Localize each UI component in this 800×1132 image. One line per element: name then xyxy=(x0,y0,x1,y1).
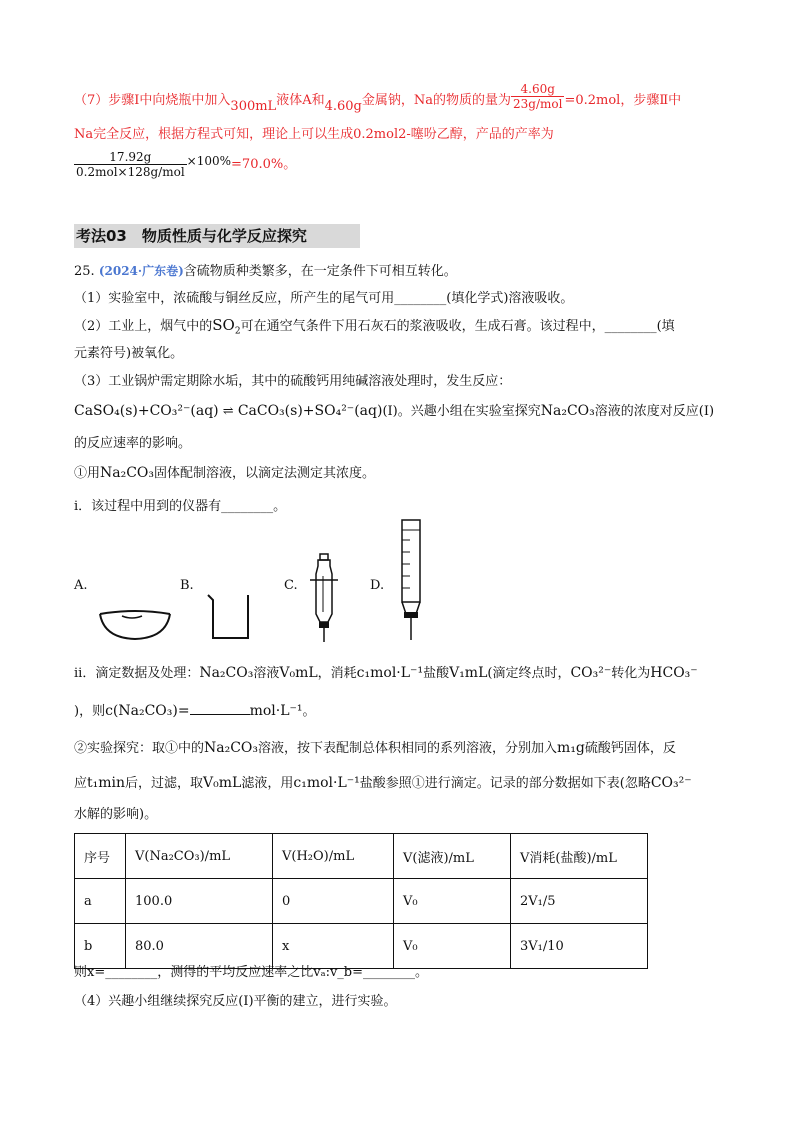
na2co3-formula: Na₂CO₃ xyxy=(199,665,254,681)
step-1 xyxy=(74,462,375,481)
na2co3-formula: Na₂CO₃ xyxy=(100,465,155,481)
ii-text: 盐酸 xyxy=(423,666,450,681)
answer-text: 金属钠，Na的物质的量为 xyxy=(361,93,512,108)
equilibrium-arrow: ⇌ xyxy=(222,404,234,419)
table-header-cell: 序号 xyxy=(75,834,126,879)
mass-value: 4.60g xyxy=(324,99,362,114)
part-2: （2）工业上，烟气中的$SO_2$可在通空气条件下用石灰石的浆液吸收，生成石膏。该过程中，________(填 xyxy=(74,316,675,337)
part-2-text: 可在通空气条件下用石灰石的浆液吸收，生成石膏。该过程中，________(填 xyxy=(240,319,675,334)
v0-value: V₀mL xyxy=(279,665,318,681)
ii-text: ii．滴定数据及处理： xyxy=(74,666,200,681)
table-header-cell: V(Na₂CO₃)/mL xyxy=(126,834,273,879)
sub-question-ii-cont xyxy=(74,700,316,719)
table-header-row xyxy=(75,834,648,879)
separatory-funnel-icon xyxy=(306,552,342,646)
step-2-line-2 xyxy=(74,772,692,791)
ii-text: 溶液 xyxy=(253,666,280,681)
part-2-text: （2）工业上，烟气中的 xyxy=(74,319,213,334)
step-2-text: 硫酸钙固体，反 xyxy=(584,741,676,756)
ii-text: (滴定终点时， xyxy=(487,666,571,681)
question-source: (2024·广东卷) xyxy=(98,264,184,278)
c1-value: c₁mol·L⁻¹ xyxy=(356,665,424,681)
ii-text: ，消耗 xyxy=(317,666,357,681)
table-cell: V₀ xyxy=(394,879,511,924)
sub-question-ii xyxy=(74,662,698,681)
equation-note: 溶液的浓度对反应(I) xyxy=(594,404,715,419)
answer-line-2: Na完全反应，根据方程式可知，理论上可以生成0.2mol2-噻吩乙醇，产品的产率为 xyxy=(74,127,554,142)
concentration-expr: c(Na₂CO₃)= xyxy=(105,703,190,719)
step-2-text: ②实验探究：取①中的 xyxy=(74,741,205,756)
co3-formula: CO₃²⁻ xyxy=(570,665,612,681)
step-2-text: 盐酸参照①进行滴定。记录的部分数据如下表(忽略 xyxy=(359,776,651,791)
option-d-label: D. xyxy=(370,578,385,593)
part-3-cont: 的反应速率的影响。 xyxy=(74,436,192,451)
section-heading: 考法03 物质性质与化学反应探究 xyxy=(74,224,360,248)
times-100: ×100% xyxy=(186,154,232,168)
step-2 xyxy=(74,737,676,756)
table-cell: a xyxy=(75,879,126,924)
table-cell: x xyxy=(273,924,394,969)
answer-line-3 xyxy=(74,150,296,179)
evaporating-dish-icon xyxy=(96,602,174,642)
option-b-label: B. xyxy=(180,578,194,593)
question-intro: 含硫物质种类繁多，在一定条件下可相互转化。 xyxy=(183,264,457,279)
burette-icon xyxy=(396,518,426,644)
step-1-text: ①用 xyxy=(74,466,101,481)
question-25-intro xyxy=(74,260,457,279)
fraction-denominator: 23g/mol xyxy=(513,97,563,111)
answer-text: （7）步骤Ⅰ中向烧瓶中加入 xyxy=(74,93,231,108)
time-t1: t₁min xyxy=(87,775,126,791)
part-3: （3）工业锅炉需定期除水垢，其中的硫酸钙用纯碱溶液处理时，发生反应： xyxy=(74,374,512,389)
table-cell: 3V₁/10 xyxy=(511,924,648,969)
option-c-label: C. xyxy=(284,578,298,593)
data-table xyxy=(74,833,648,969)
sub-question-i: i．该过程中用到的仪器有________。 xyxy=(74,499,287,514)
step-2-text: 应 xyxy=(74,776,88,791)
so2-formula: SO xyxy=(212,316,235,334)
v0-value: V₀mL xyxy=(203,775,242,791)
fraction-numerator: 17.92g xyxy=(109,150,152,164)
part-2-cont: 元素符号)被氧化。 xyxy=(74,346,184,361)
table-header-cell: V消耗(盐酸)/mL xyxy=(511,834,648,879)
hco3-formula: HCO₃⁻ xyxy=(650,665,698,681)
yield-result: =70.0%。 xyxy=(231,157,297,172)
equation-note: 兴趣小组在实验室探究 xyxy=(410,404,541,419)
answer-text: 液体A和 xyxy=(276,93,325,108)
table-cell: V₀ xyxy=(394,924,511,969)
answer-blank[interactable] xyxy=(190,714,250,715)
answer-line-1 xyxy=(74,82,682,115)
volume-value: 300mL xyxy=(230,99,277,114)
beaker-icon xyxy=(204,592,254,642)
reaction-equation xyxy=(74,400,714,419)
step-1-text: 固体配制溶液，以滴定法测定其浓度。 xyxy=(154,466,376,481)
option-a-label: A. xyxy=(74,578,88,593)
equation-right: CaCO₃(s)+SO₄²⁻(aq) xyxy=(237,403,383,419)
mass-m1: m₁g xyxy=(557,740,585,756)
question-number: 25. xyxy=(74,264,95,279)
part-4: （4）兴趣小组继续探究反应(I)平衡的建立，进行实验。 xyxy=(74,994,397,1009)
unit: mol·L⁻¹ xyxy=(249,703,303,719)
ii-text: 转化为 xyxy=(611,666,651,681)
table-cell: 80.0 xyxy=(126,924,273,969)
table-header-cell: V(H₂O)/mL xyxy=(273,834,394,879)
step-2-text: 溶液，按下表配制总体积相同的系列溶液，分别加入 xyxy=(258,741,558,756)
table-row xyxy=(75,879,648,924)
after-table-question: 则x=________，测得的平均反应速率之比vₐ:v_b=________。 xyxy=(74,965,429,980)
fraction-numerator: 4.60g xyxy=(520,82,555,96)
table-header-cell: V(滤液)/mL xyxy=(394,834,511,879)
c1-value: c₁mol·L⁻¹ xyxy=(293,775,360,791)
part-1: （1）实验室中，浓硫酸与铜丝反应，所产生的尾气可用________(填化学式)溶液吸收。 xyxy=(74,291,574,306)
step-2-line-3: 水解的影响)。 xyxy=(74,807,158,822)
step-2-text: 后，过滤，取 xyxy=(125,776,204,791)
equation-left: CaSO₄(s)+CO₃²⁻(aq) xyxy=(74,403,219,419)
table-cell: 100.0 xyxy=(126,879,273,924)
fraction-denominator: 0.2mol×128g/mol xyxy=(76,165,185,179)
table-cell: b xyxy=(75,924,126,969)
moles-result: =0.2mol xyxy=(564,93,621,108)
equation-tag: (I)。 xyxy=(382,404,411,419)
fraction-moles xyxy=(511,82,564,111)
co3-formula: CO₃²⁻ xyxy=(650,775,692,791)
table-cell: 2V₁/5 xyxy=(511,879,648,924)
table-cell: 0 xyxy=(273,879,394,924)
na2co3-formula: Na₂CO₃ xyxy=(204,740,259,756)
step-2-text: 滤液，用 xyxy=(241,776,294,791)
fraction-yield xyxy=(74,150,187,179)
answer-text: ，步骤Ⅱ中 xyxy=(620,93,682,108)
ii-text: 。 xyxy=(302,704,316,719)
ii-text: )，则 xyxy=(74,704,106,719)
na2co3-formula: Na₂CO₃ xyxy=(540,403,595,419)
v1-value: V₁mL xyxy=(449,665,488,681)
